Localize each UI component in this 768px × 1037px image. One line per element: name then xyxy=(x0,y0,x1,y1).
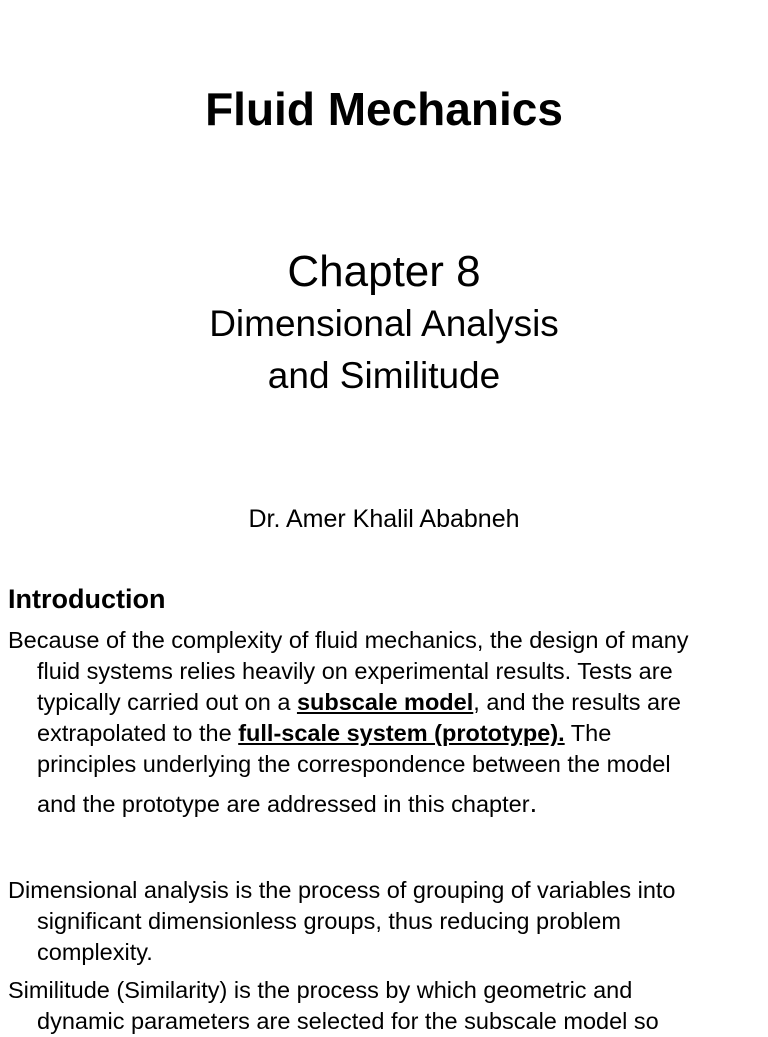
paragraph-line: complexity. xyxy=(37,939,153,965)
intro-paragraph xyxy=(8,625,760,820)
paragraph-line: Similitude (Similarity) is the process by which geometric and xyxy=(8,977,633,1003)
similitude-paragraph xyxy=(8,975,760,1037)
paragraph-line xyxy=(8,718,760,749)
paragraph-line xyxy=(8,687,760,718)
text-run: and the prototype are addressed in this chapter xyxy=(37,791,530,817)
paragraph-line xyxy=(8,787,760,820)
chapter-heading: Chapter 8 xyxy=(287,247,481,296)
section-heading-introduction: Introduction xyxy=(8,584,166,614)
author-name: Dr. Amer Khalil Ababneh xyxy=(248,505,520,533)
text-run: The xyxy=(564,720,612,746)
paragraph-line: dynamic parameters are selected for the subscale model so xyxy=(37,1008,659,1034)
paragraph-line: Because of the complexity of fluid mechanics, the design of many xyxy=(8,627,689,653)
paragraph-line: fluid systems relies heavily on experimental results. Tests are xyxy=(37,658,673,684)
term-subscale-model: subscale model xyxy=(296,689,474,715)
text-run: , and the results are xyxy=(473,689,681,715)
text-run: extrapolated to the xyxy=(37,720,239,746)
paragraph-line: principles underlying the correspondence between the model xyxy=(37,751,671,777)
sentence-period: . xyxy=(529,787,538,818)
document-title: Fluid Mechanics xyxy=(205,83,563,135)
chapter-subtitle-line-2: and Similitude xyxy=(267,355,501,396)
chapter-subtitle-line-1: Dimensional Analysis xyxy=(209,303,559,344)
paragraph-line: significant dimensionless groups, thus reducing problem xyxy=(37,908,621,934)
text-run: typically carried out on a xyxy=(37,689,297,715)
dimensional-analysis-paragraph xyxy=(8,875,760,968)
term-full-scale-system: full-scale system (prototype). xyxy=(238,720,565,746)
paragraph-line: Dimensional analysis is the process of grouping of variables into xyxy=(8,877,676,903)
